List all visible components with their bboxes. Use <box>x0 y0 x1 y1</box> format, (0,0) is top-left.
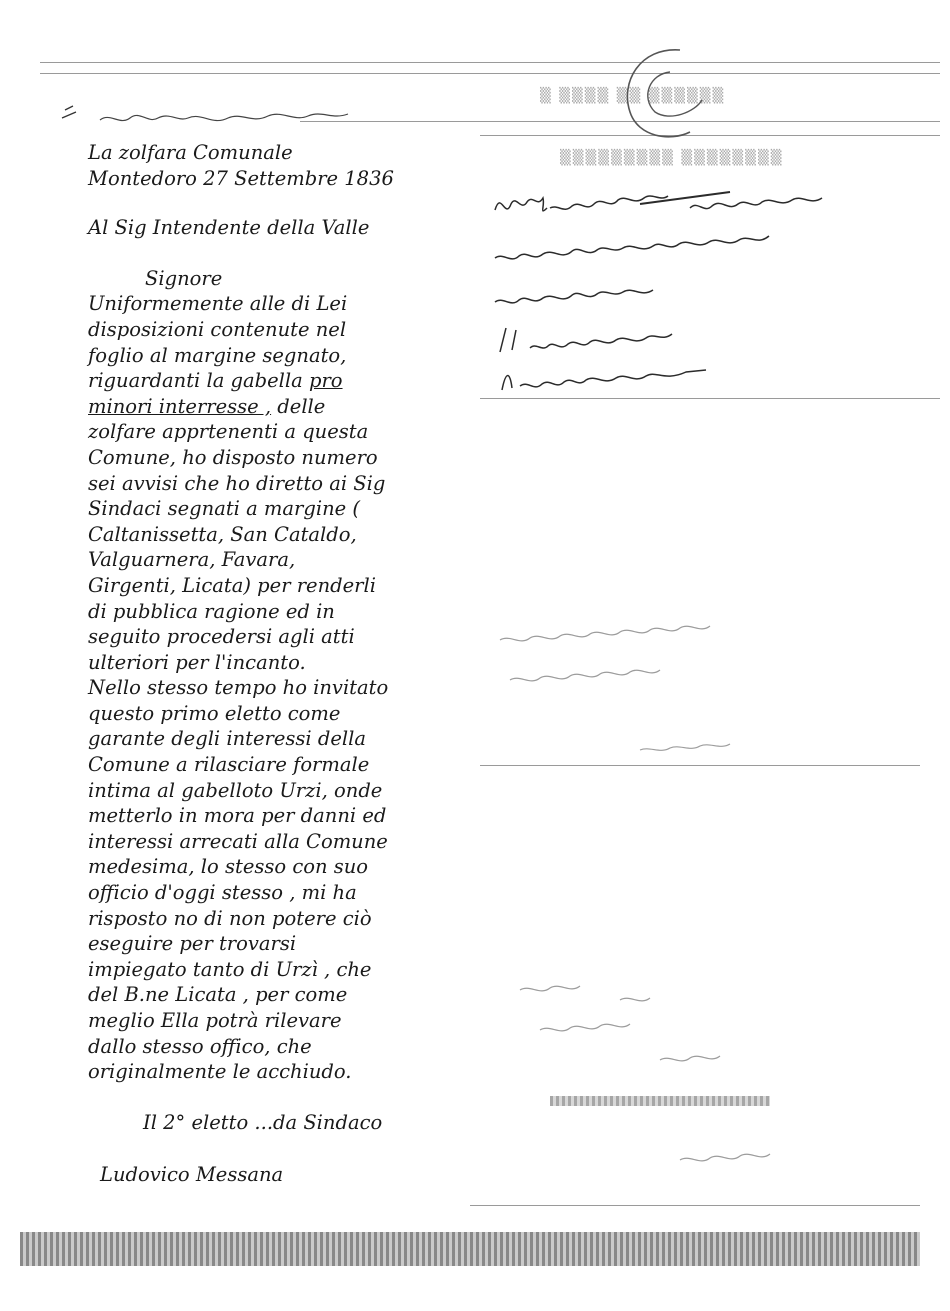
letter-header <box>88 140 418 191</box>
stamp-circle-icon <box>610 42 720 152</box>
body-text-part: Uniformemente alle di Lei disposizioni contenute nel foglio al margine segnato, riguardanti la gabella <box>88 292 348 393</box>
scrawl-note-icon <box>60 90 420 140</box>
scan-smudge <box>20 1232 920 1266</box>
signature-role: Il 2° eletto ...da Sindaco <box>143 1110 383 1134</box>
addressee: Al Sig Intendente della Valle <box>88 216 370 240</box>
body-text-part: delle zolfare apprtenenti a questa Comune, ho disposto numero sei avvisi che ho diretto ai Sig Sindaci segnati a margine ( Caltanissetta, San Cataldo, Valguarnera, Favara, Girgenti, Licata) per renderli di pubblica ragione ed in seguito procedersi agli atti ulteriori per l'incanto. Nello stesso tempo ho invitato questo primo eletto come garante degli interessi della Comune a rilasciare formale intima al gabelloto Urzi, onde metterlo in mora per danni ed interessi arrecati alla Comune medesima, lo stesso con suo officio d'oggi stesso , mi ha risposto no di non potere ciò eseguire per trovarsi impiegato tanto di Urzì , che del B.ne Licata , per come meglio Ella potrà rilevare dallo stesso offico, che originalmente le acchiudo. <box>88 394 389 1084</box>
location-line: La zolfara Comunale <box>88 141 293 164</box>
scan-rule <box>40 62 940 63</box>
scan-rule <box>470 1205 920 1206</box>
underlined-phrase: pro minori interresse , <box>88 369 343 418</box>
salutation: Signore <box>145 266 223 290</box>
letter-body <box>88 291 418 1084</box>
faded-printed-header: ▒ ▒▒▒▒ ▒▒ ▒▒▒▒▒▒ <box>540 88 726 104</box>
bleed-through-writing <box>480 600 920 1200</box>
scan-rule <box>40 73 940 74</box>
handwritten-manuscript <box>490 180 940 400</box>
faded-printed-header: ▒▒▒▒▒▒▒▒▒ ▒▒▒▒▒▒▒▒ <box>560 150 784 166</box>
signature-name: Ludovico Messana <box>100 1163 284 1187</box>
date-line: Montedoro 27 Settembre 1836 <box>88 166 394 190</box>
transcription-text <box>88 140 418 1188</box>
